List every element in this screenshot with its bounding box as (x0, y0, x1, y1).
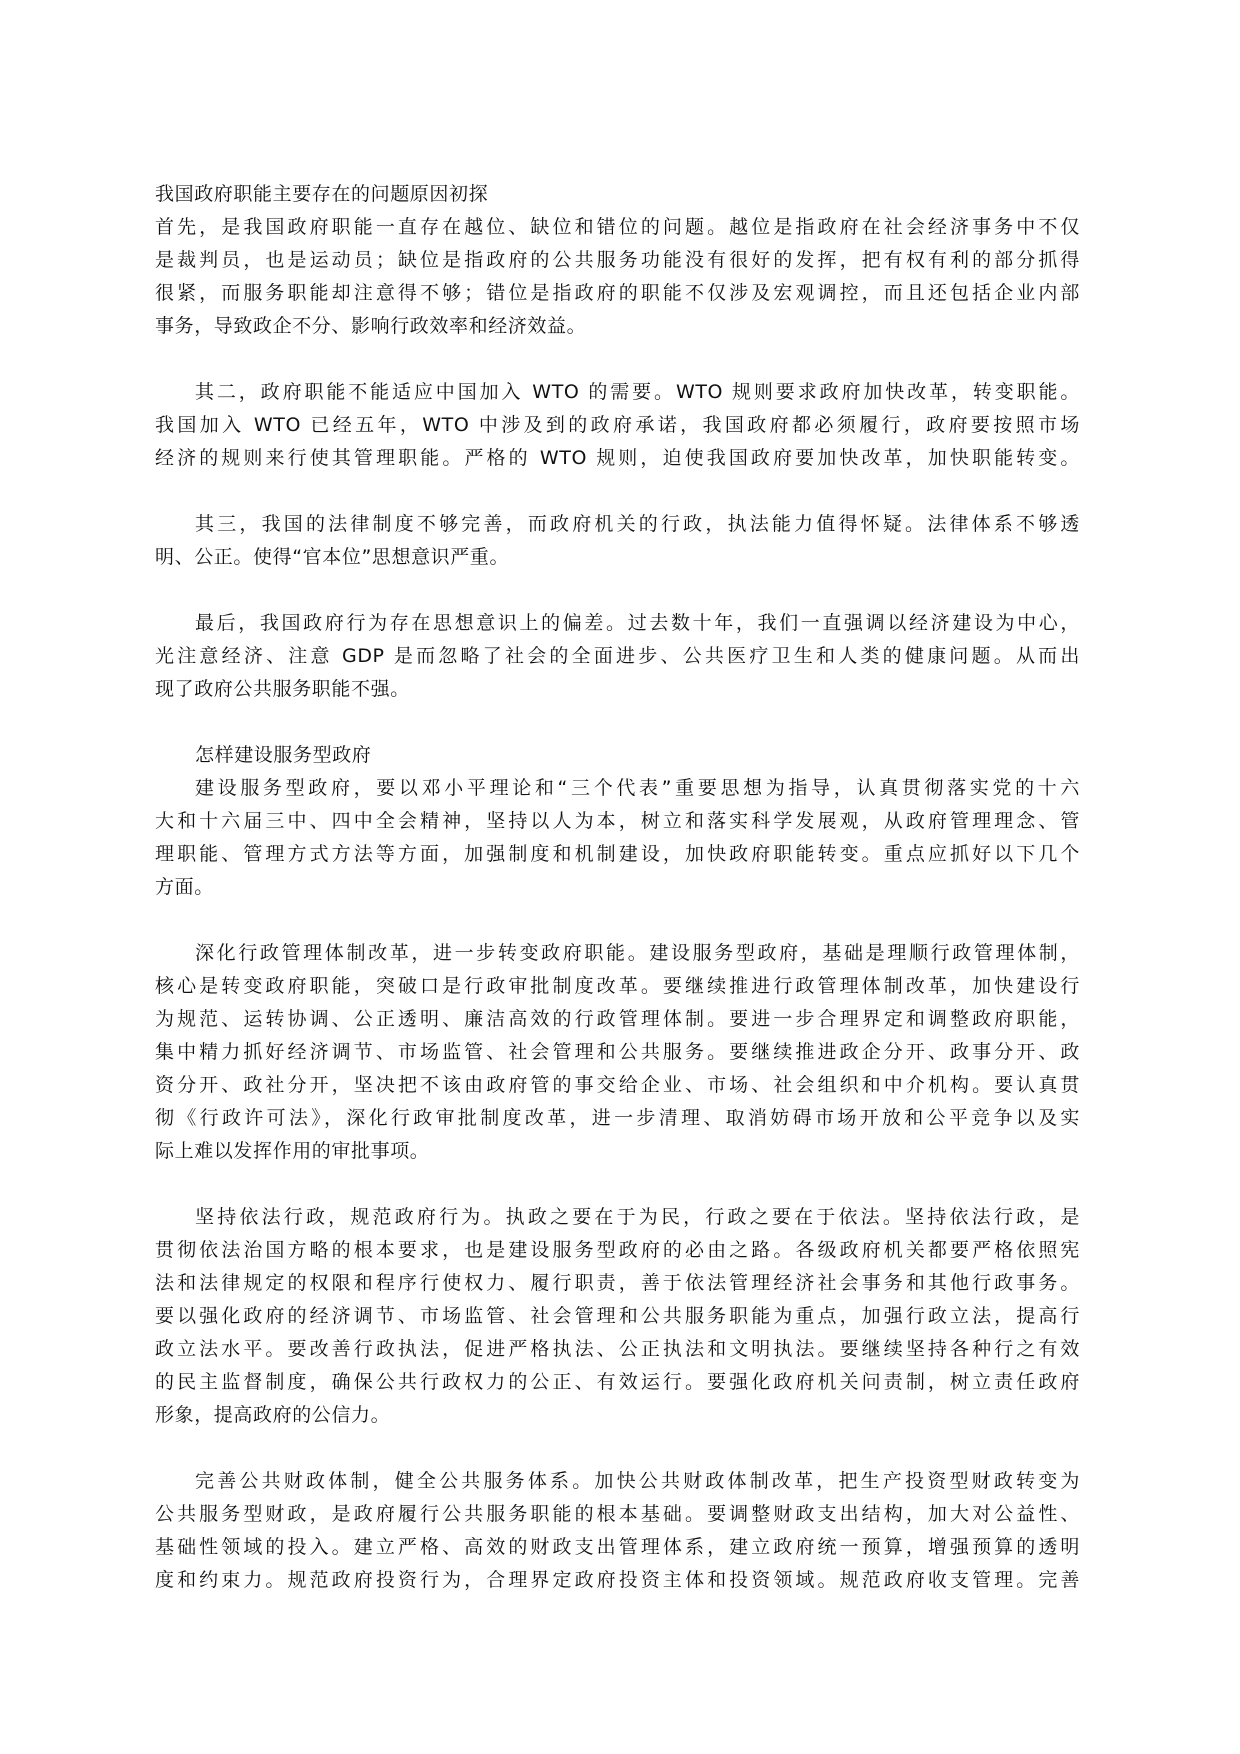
paragraph-line: 首先，是我国政府职能一直存在越位、缺位和错位的问题。越位是指政府在社会经济事务中不仅 (155, 216, 1080, 238)
paragraph-line: 大和十六届三中、四中全会精神，坚持以人为本，树立和落实科学发展观，从政府管理理念、管 (155, 810, 1080, 832)
document-page (155, 178, 1080, 1597)
paragraph-5 (155, 772, 1080, 904)
paragraph-line: 经济的规则来行使其管理职能。严格的 WTO 规则，迫使我国政府要加快改革，加快职能转变。 (155, 447, 1080, 469)
paragraph-line: 资分开、政社分开，坚决把不该由政府管的事交给企业、市场、社会组织和中介机构。要认真贯 (155, 1074, 1080, 1096)
paragraph-line: 我国加入 WTO 已经五年，WTO 中涉及到的政府承诺，我国政府都必须履行，政府要按照市场 (155, 414, 1080, 436)
paragraph-4 (155, 607, 1080, 706)
paragraph-line: 其三，我国的法律制度不够完善，而政府机关的行政，执法能力值得怀疑。法律体系不够透 (195, 513, 1080, 535)
paragraph-line: 事务，导致政企不分、影响行政效率和经济效益。 (155, 315, 587, 337)
paragraph-line: 集中精力抓好经济调节、市场监管、社会管理和公共服务。要继续推进政企分开、政事分开、政 (155, 1041, 1080, 1063)
paragraph-line: 深化行政管理体制改革，进一步转变政府职能。建设服务型政府，基础是理顺行政管理体制， (195, 942, 1080, 964)
paragraph-line: 理职能、管理方式方法等方面，加强制度和机制建设，加快政府职能转变。重点应抓好以下几个 (155, 843, 1080, 865)
paragraph-line: 现了政府公共服务职能不强。 (155, 678, 410, 700)
paragraph-8 (155, 1465, 1080, 1597)
paragraph-1 (155, 211, 1080, 343)
section-heading: 怎样建设服务型政府 (195, 744, 372, 766)
paragraph-line: 核心是转变政府职能，突破口是行政审批制度改革。要继续推进行政管理体制改革，加快建设行 (155, 975, 1080, 997)
document-title: 我国政府职能主要存在的问题原因初探 (155, 183, 489, 205)
paragraph-line: 光注意经济、注意 GDP 是而忽略了社会的全面进步、公共医疗卫生和人类的健康问题。从而出 (155, 645, 1080, 667)
paragraph-line: 基础性领域的投入。建立严格、高效的财政支出管理体系，建立政府统一预算，增强预算的透明 (155, 1536, 1080, 1558)
paragraph-2 (155, 376, 1080, 475)
paragraph-line: 最后，我国政府行为存在思想意识上的偏差。过去数十年，我们一直强调以经济建设为中心， (195, 612, 1080, 634)
paragraph-gap (155, 904, 1080, 937)
paragraph-line: 公共服务型财政，是政府履行公共服务职能的根本基础。要调整财政支出结构，加大对公益性、 (155, 1503, 1080, 1525)
paragraph-line: 贯彻依法治国方略的根本要求，也是建设服务型政府的必由之路。各级政府机关都要严格依照宪 (155, 1239, 1080, 1261)
paragraph-3 (155, 508, 1080, 574)
paragraph-line: 形象，提高政府的公信力。 (155, 1404, 391, 1426)
paragraph-line: 完善公共财政体制，健全公共服务体系。加快公共财政体制改革，把生产投资型财政转变为 (195, 1470, 1080, 1492)
paragraph-line: 是裁判员，也是运动员；缺位是指政府的公共服务功能没有很好的发挥，把有权有利的部分抓得 (155, 249, 1080, 271)
paragraph-line: 际上难以发挥作用的审批事项。 (155, 1140, 430, 1162)
paragraph-line: 的民主监督制度，确保公共行政权力的公正、有效运行。要强化政府机关问责制，树立责任政府 (155, 1371, 1080, 1393)
paragraph-line: 其二，政府职能不能适应中国加入 WTO 的需要。WTO 规则要求政府加快改革，转变职能。 (195, 381, 1080, 403)
paragraph-6 (155, 937, 1080, 1168)
paragraph-line: 法和法律规定的权限和程序行使权力、履行职责，善于依法管理经济社会事务和其他行政事务。 (155, 1272, 1080, 1294)
paragraph-gap (155, 475, 1080, 508)
paragraph-line: 政立法水平。要改善行政执法，促进严格执法、公正执法和文明执法。要继续坚持各种行之有效 (155, 1338, 1080, 1360)
paragraph-gap (155, 343, 1080, 376)
paragraph-7 (155, 1201, 1080, 1432)
paragraph-line: 为规范、运转协调、公正透明、廉洁高效的行政管理体制。要进一步合理界定和调整政府职能， (155, 1008, 1080, 1030)
paragraph-gap (155, 574, 1080, 607)
paragraph-gap (155, 1168, 1080, 1201)
paragraph-line: 明、公正。使得“官本位”思想意识严重。 (155, 546, 510, 568)
paragraph-line: 方面。 (155, 876, 214, 898)
paragraph-line: 度和约束力。规范政府投资行为，合理界定政府投资主体和投资领域。规范政府收支管理。完善 (155, 1569, 1080, 1591)
paragraph-gap (155, 706, 1080, 739)
paragraph-line: 建设服务型政府，要以邓小平理论和“三个代表”重要思想为指导，认真贯彻落实党的十六 (195, 777, 1080, 799)
paragraph-line: 很紧，而服务职能却注意得不够；错位是指政府的职能不仅涉及宏观调控，而且还包括企业内部 (155, 282, 1080, 304)
paragraph-gap (155, 1432, 1080, 1465)
paragraph-line: 坚持依法行政，规范政府行为。执政之要在于为民，行政之要在于依法。坚持依法行政，是 (195, 1206, 1080, 1228)
paragraph-line: 要以强化政府的经济调节、市场监管、社会管理和公共服务职能为重点，加强行政立法，提高行 (155, 1305, 1080, 1327)
paragraph-line: 彻《行政许可法》，深化行政审批制度改革，进一步清理、取消妨碍市场开放和公平竞争以及实 (155, 1107, 1080, 1129)
